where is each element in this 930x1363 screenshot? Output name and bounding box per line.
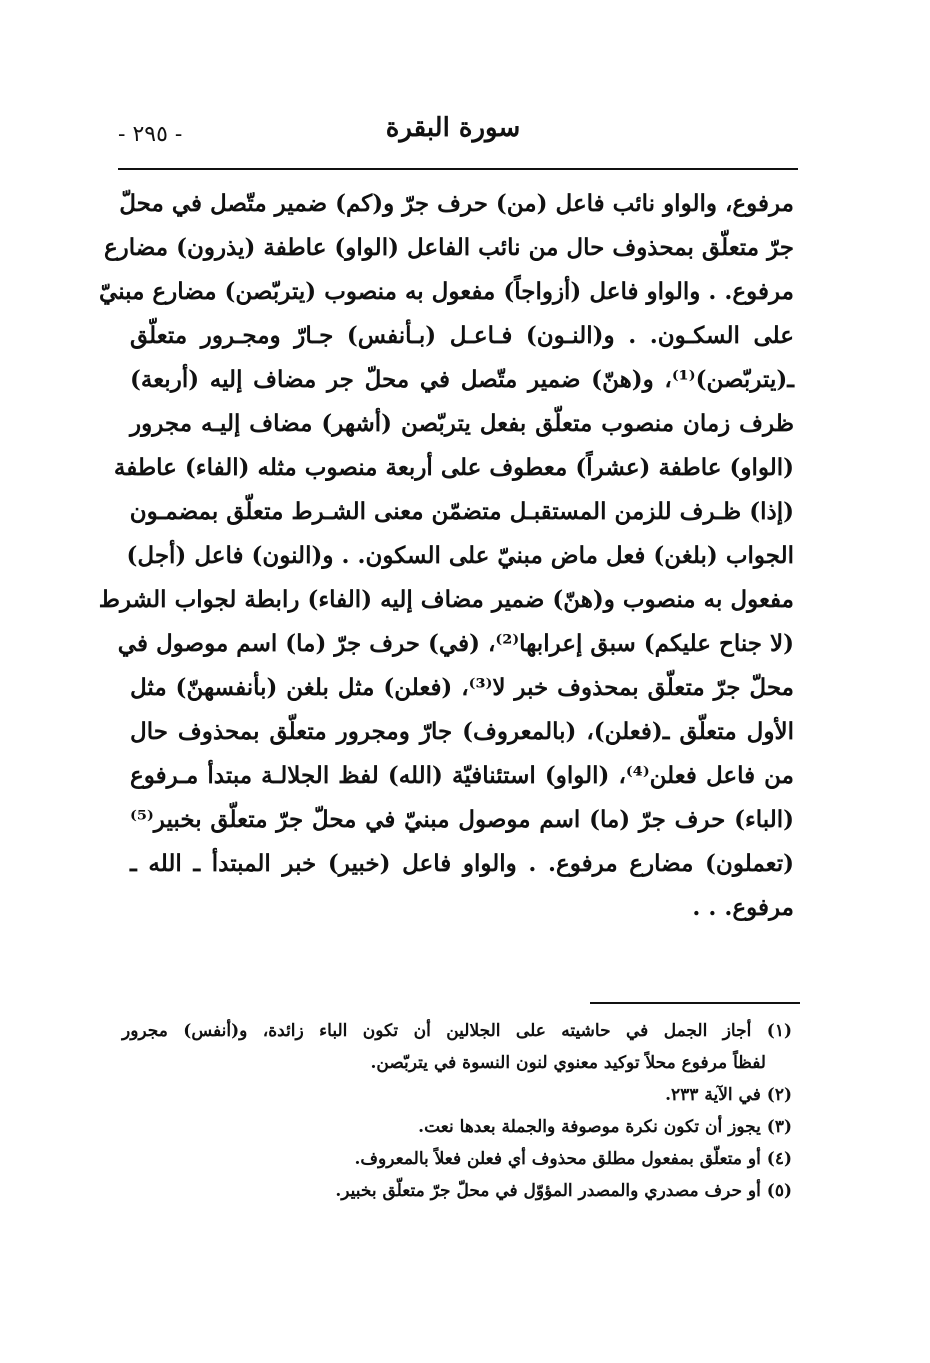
body-line: (الواو) عاطفة (عشراً) معطوف على أربعة منصوب مثله (الفاء) عاطفة (113, 454, 794, 481)
footnote-1: (١) أجاز الجمل في حاشيته على الجلالين أن تكون الباء زائدة، و(أنفس) مجرور (122, 1021, 792, 1041)
body-line: (تعملون) مضارع مرفوع. . والواو فاعل (خبير) خبر المبتدأ ـ الله ـ (130, 850, 794, 877)
body-line: ـ(يتربّصن)⁽¹⁾، و(هنّ) ضمير متّصل في محلّ جر مضاف إليه (أربعة) (130, 366, 794, 393)
footnote-4: (٤) أو متعلّق بمفعول مطلق محذوف أي فعلن فعلاً بالمعروف. (354, 1149, 792, 1169)
footnote-3: (٣) يجوز أن تكون نكرة موصوفة والجملة بعدها نعت. (418, 1117, 792, 1137)
body-line: على السكـون. . و(النـون) فـاعـل (بـأنفس) جـارّ ومجـرور متعلّق (130, 322, 794, 349)
body-line: مرفوع. . . (692, 894, 794, 921)
body-line: محلّ جرّ متعلّق بمحذوف خبر لا⁽³⁾، (فعلن) مثل بلغن (بأنفسهنّ) مثل (130, 674, 794, 701)
body-line: مرفوع. . والواو فاعل (أزواجاً) مفعول به منصوب (يتربّصن) مضارع مبنيّ (99, 278, 794, 305)
body-line: جرّ متعلّق بمحذوف حال من نائب الفاعل (الواو) عاطفة (يذرون) مضارع (103, 234, 794, 261)
body-line: (لا جناح عليكم) سبق إعرابها⁽²⁾، (في) حرف جرّ (ما) اسم موصول في (117, 630, 794, 657)
page-header (118, 108, 798, 158)
body-line: ظرف زمان منصوب متعلّق بفعل يتربّصن (أشهر) مضاف إليـه مجرور (130, 410, 794, 437)
footnote-5: (٥) أو حرف مصدري والمصدر المؤوّل في محلّ جرّ متعلّق بخبير. (335, 1181, 792, 1201)
body-line: مرفوع، والواو نائب فاعل (من) حرف جرّ و(كم) ضمير متّصل في محلّ (119, 190, 794, 217)
header-rule (118, 168, 798, 170)
body-text (98, 182, 794, 930)
body-line: مفعول به منصوب و(هنّ) ضمير مضاف إليه (الفاء) رابطة لجواب الشرط (98, 586, 794, 613)
body-line: (الباء) حرف جرّ (ما) اسم موصول مبنيّ في محلّ جرّ متعلّق بخبير⁽⁵⁾ (130, 806, 794, 833)
footnote-2: (٢) في الآية ٢٣٣. (665, 1085, 792, 1105)
body-line: من فاعل فعلن⁽⁴⁾، (الواو) استئنافيّة (الله) لفظ الجلالـة مبتدأ مـرفوع (130, 762, 794, 789)
body-line: الجواب (بلغن) فعل ماض مبنيّ على السكون. . و(النون) فاعل (أجل) (126, 542, 794, 569)
surah-title: سورة البقرة (385, 113, 521, 143)
page-number: - ٢٩٥ - (118, 122, 183, 147)
body-line: (إذا) ظـرف للزمن المستقبـل متضمّن معنى الشـرط متعلّق بمضمـون (129, 498, 794, 525)
body-line: الأول متعلّق ـ(فعلن)، (بالمعروف) جارّ ومجرور متعلّق بمحذوف حال (130, 718, 794, 745)
footnote-1-continued: لفظاً مرفوع محلاً توكيد معنوي لنون النسوة في يتربّصن. (370, 1053, 766, 1073)
footnotes (122, 1015, 792, 1207)
footnote-rule (590, 1002, 800, 1004)
